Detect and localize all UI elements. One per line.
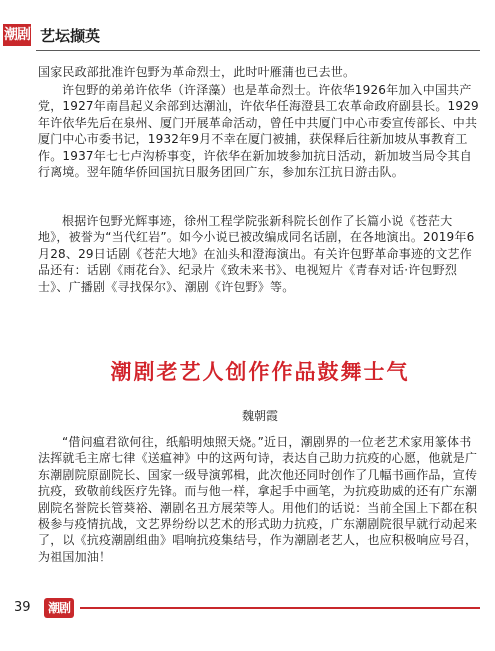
article-author: 魏朝霞 [241, 409, 278, 423]
header-logo: 潮剧 [3, 24, 31, 46]
article-paragraph: “借问瘟君欲何往，纸船明烛照天烧。”近日，潮剧界的一位老艺术家用篆体书法挥就毛主席七律《送瘟神》中的这两句诗，表达自己助力抗疫的心愿，他就是广东潮剧院原副院长、国家一级导演郭楫，此次他还同时创作了几幅书画作品，宣传抗疫，致敬前线医疗先锋。而与他一样，拿起手中画笔，为抗疫助威的还有广东潮剧院名誉院长管葵裕、潮剧名丑方展荣等人。用他们的话说：当前全国上下都在积极参与疫情抗战，文艺界纷纷以艺术的形式助力抗疫，广东潮剧院很早就行动起来了，以《抗疫潮剧组曲》唱响抗疫集结号，作为潮剧老艺人，也应积极响应号召，为祖国加油！ [38, 435, 478, 564]
footer-divider [80, 607, 480, 609]
page-number: 39 [14, 600, 31, 615]
header-divider [36, 50, 480, 51]
body-paragraph-3: 根据许包野光辉事迹，徐州工程学院张新科院长创作了长篇小说《苍茫大地》，被誉为“当代红岩”。如今小说已被改编成同名话剧，在各地演出。2019年6月28、29日话剧《苍茫大地》在汕头和澄海演出。有关许包野革命事迹的文艺作品还有：话剧《雨花台》、纪录片《致未来书》、电视短片《青春对话·许包野烈士》、广播剧《寻找保尔》、潮剧《许包野》等。 [38, 214, 475, 294]
footer-logo: 潮剧 [44, 598, 74, 618]
section-title: 艺坛撷英 [40, 27, 101, 45]
article-title: 潮剧老艺人创作作品鼓舞士气 [110, 359, 410, 384]
body-paragraph-1: 国家民政部批准许包野为革命烈士，此时叶雁蒲也已去世。 [38, 65, 356, 79]
body-paragraph-2: 许包野的弟弟许依华（许泽藻）也是革命烈士。许依华1926年加入中国共产党，1927年南昌起义余部到达潮汕，许依华任海澄县工农革命政府副县长。1929年许依华先后在泉州、厦门开展革命活动，曾任中共厦门中心市委宣传部长、中共厦门中心市委书记，1932年9月不幸在厦门被捕，获保释后往新加坡从事教育工作。1937年七七卢沟桥事变，许依华在新加坡参加抗日活动，新加坡当局令其自行离境。翌年随华侨回国抗日服务团回广东，参加东江抗日游击队。 [38, 83, 479, 180]
